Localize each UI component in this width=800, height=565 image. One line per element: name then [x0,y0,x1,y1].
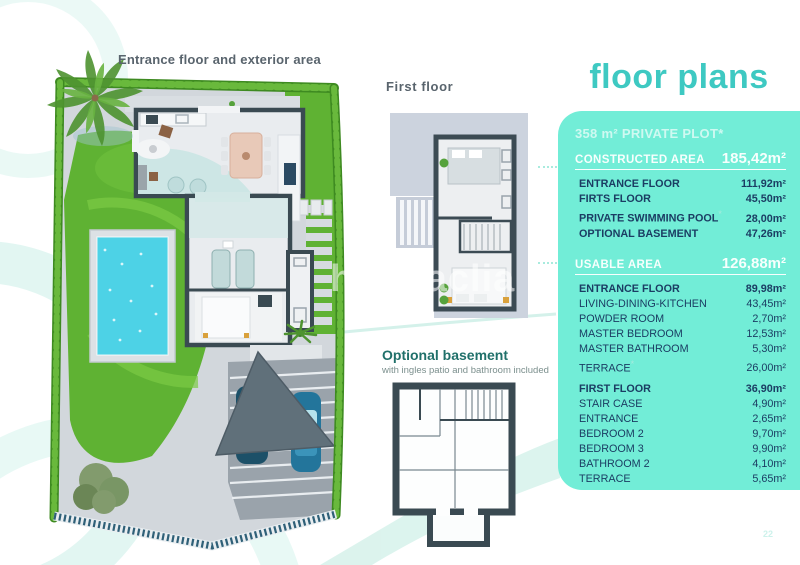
area-row-label: FIRTS FLOOR [579,193,651,205]
area-row [575,207,786,227]
area-row [575,327,786,342]
area-row-label: OPTIONAL BASEMENT [579,227,699,240]
constructed-area-header [575,150,786,170]
area-row-value: 28,00m² [745,212,786,225]
area-row [575,177,786,192]
area-row-value: 4,90m² [752,398,786,411]
area-row-value: 4,10m² [752,458,786,471]
private-plot-line: 358 m² PRIVATE PLOT* [575,126,724,141]
area-row [575,427,786,442]
first-floor-label: First floor [386,79,454,94]
areas-panel [558,111,800,490]
dotted-leader [538,262,557,264]
area-row-label: FIRST FLOOR [579,383,651,396]
basement-sublabel: with ingles patio and bathroom included [382,365,549,376]
area-row-label: BEDROOM 3 [579,443,644,456]
area-row-value: 26,00m² [746,362,786,375]
area-row-label: STAIR CASE [579,398,643,411]
area-row [575,357,786,377]
area-row-label: LIVING-DINING-KITCHEN [579,297,707,310]
area-row-value: 9,90m² [752,443,786,456]
area-row-label: BEDROOM 2 [579,428,644,441]
swimming-pool [90,230,175,362]
area-row-value: 5,30m² [752,342,786,355]
area-row-label: TERRACE [579,473,631,486]
usable-area-rows [575,282,786,488]
area-row [575,457,786,472]
area-row [575,472,786,487]
section-total: 126,88m² [721,254,786,272]
pergola-slats [396,197,434,248]
area-row-label: ENTRANCE FLOOR [579,178,680,190]
area-row [575,282,786,297]
area-row [575,297,786,312]
area-row [575,227,786,242]
area-row-value: 2,65m² [752,413,786,426]
area-row [575,192,786,207]
area-row-value: 12,53m² [746,327,786,340]
dotted-leader [538,166,557,168]
section-total: 185,42m² [721,150,786,167]
area-row-label: ENTRANCE [579,413,639,426]
area-row-label: ENTRANCE FLOOR [579,282,680,295]
area-row-value: 47,26m² [745,227,786,240]
area-row-label: POWDER ROOM [579,312,665,325]
area-row [575,382,786,397]
page-title: floor plans [589,58,769,96]
area-row-label: MASTER BEDROOM [579,327,683,340]
area-row-label: BATHROOM 2 [579,458,650,471]
area-row [575,412,786,427]
area-row-value: 45,50m² [745,193,786,205]
page-number: 22 [763,529,774,539]
area-row-value: 43,45m² [746,297,786,310]
area-row-value: 9,70m² [752,428,786,441]
usable-area-header [575,255,786,275]
area-row-value: 5,65m² [752,473,786,486]
watermark: habitaclia [330,258,516,300]
area-row-label: PRIVATE SWIMMING POOL* [579,209,722,225]
area-row [575,312,786,327]
area-row-value: 2,70m² [752,312,786,325]
footnote-mark: * [630,358,635,369]
area-row-value: 89,98m² [745,282,786,295]
entrance-floor-plan [47,50,342,546]
constructed-area-rows [575,177,786,242]
entrance-floor-label: Entrance floor and exterior area [118,52,321,67]
area-row-value: 111,92m² [740,178,786,190]
area-row [575,442,786,457]
area-row [575,342,786,357]
section-title: USABLE AREA [575,258,663,271]
area-row-value: 36,90m² [745,383,786,396]
basement-label: Optional basement [382,347,509,363]
footnote-mark: * [718,209,722,219]
area-row-label: MASTER BATHROOM [579,342,689,355]
section-title: CONSTRUCTED AREA [575,154,705,166]
area-row [575,397,786,412]
area-row-label: TERRACE* [579,358,635,375]
